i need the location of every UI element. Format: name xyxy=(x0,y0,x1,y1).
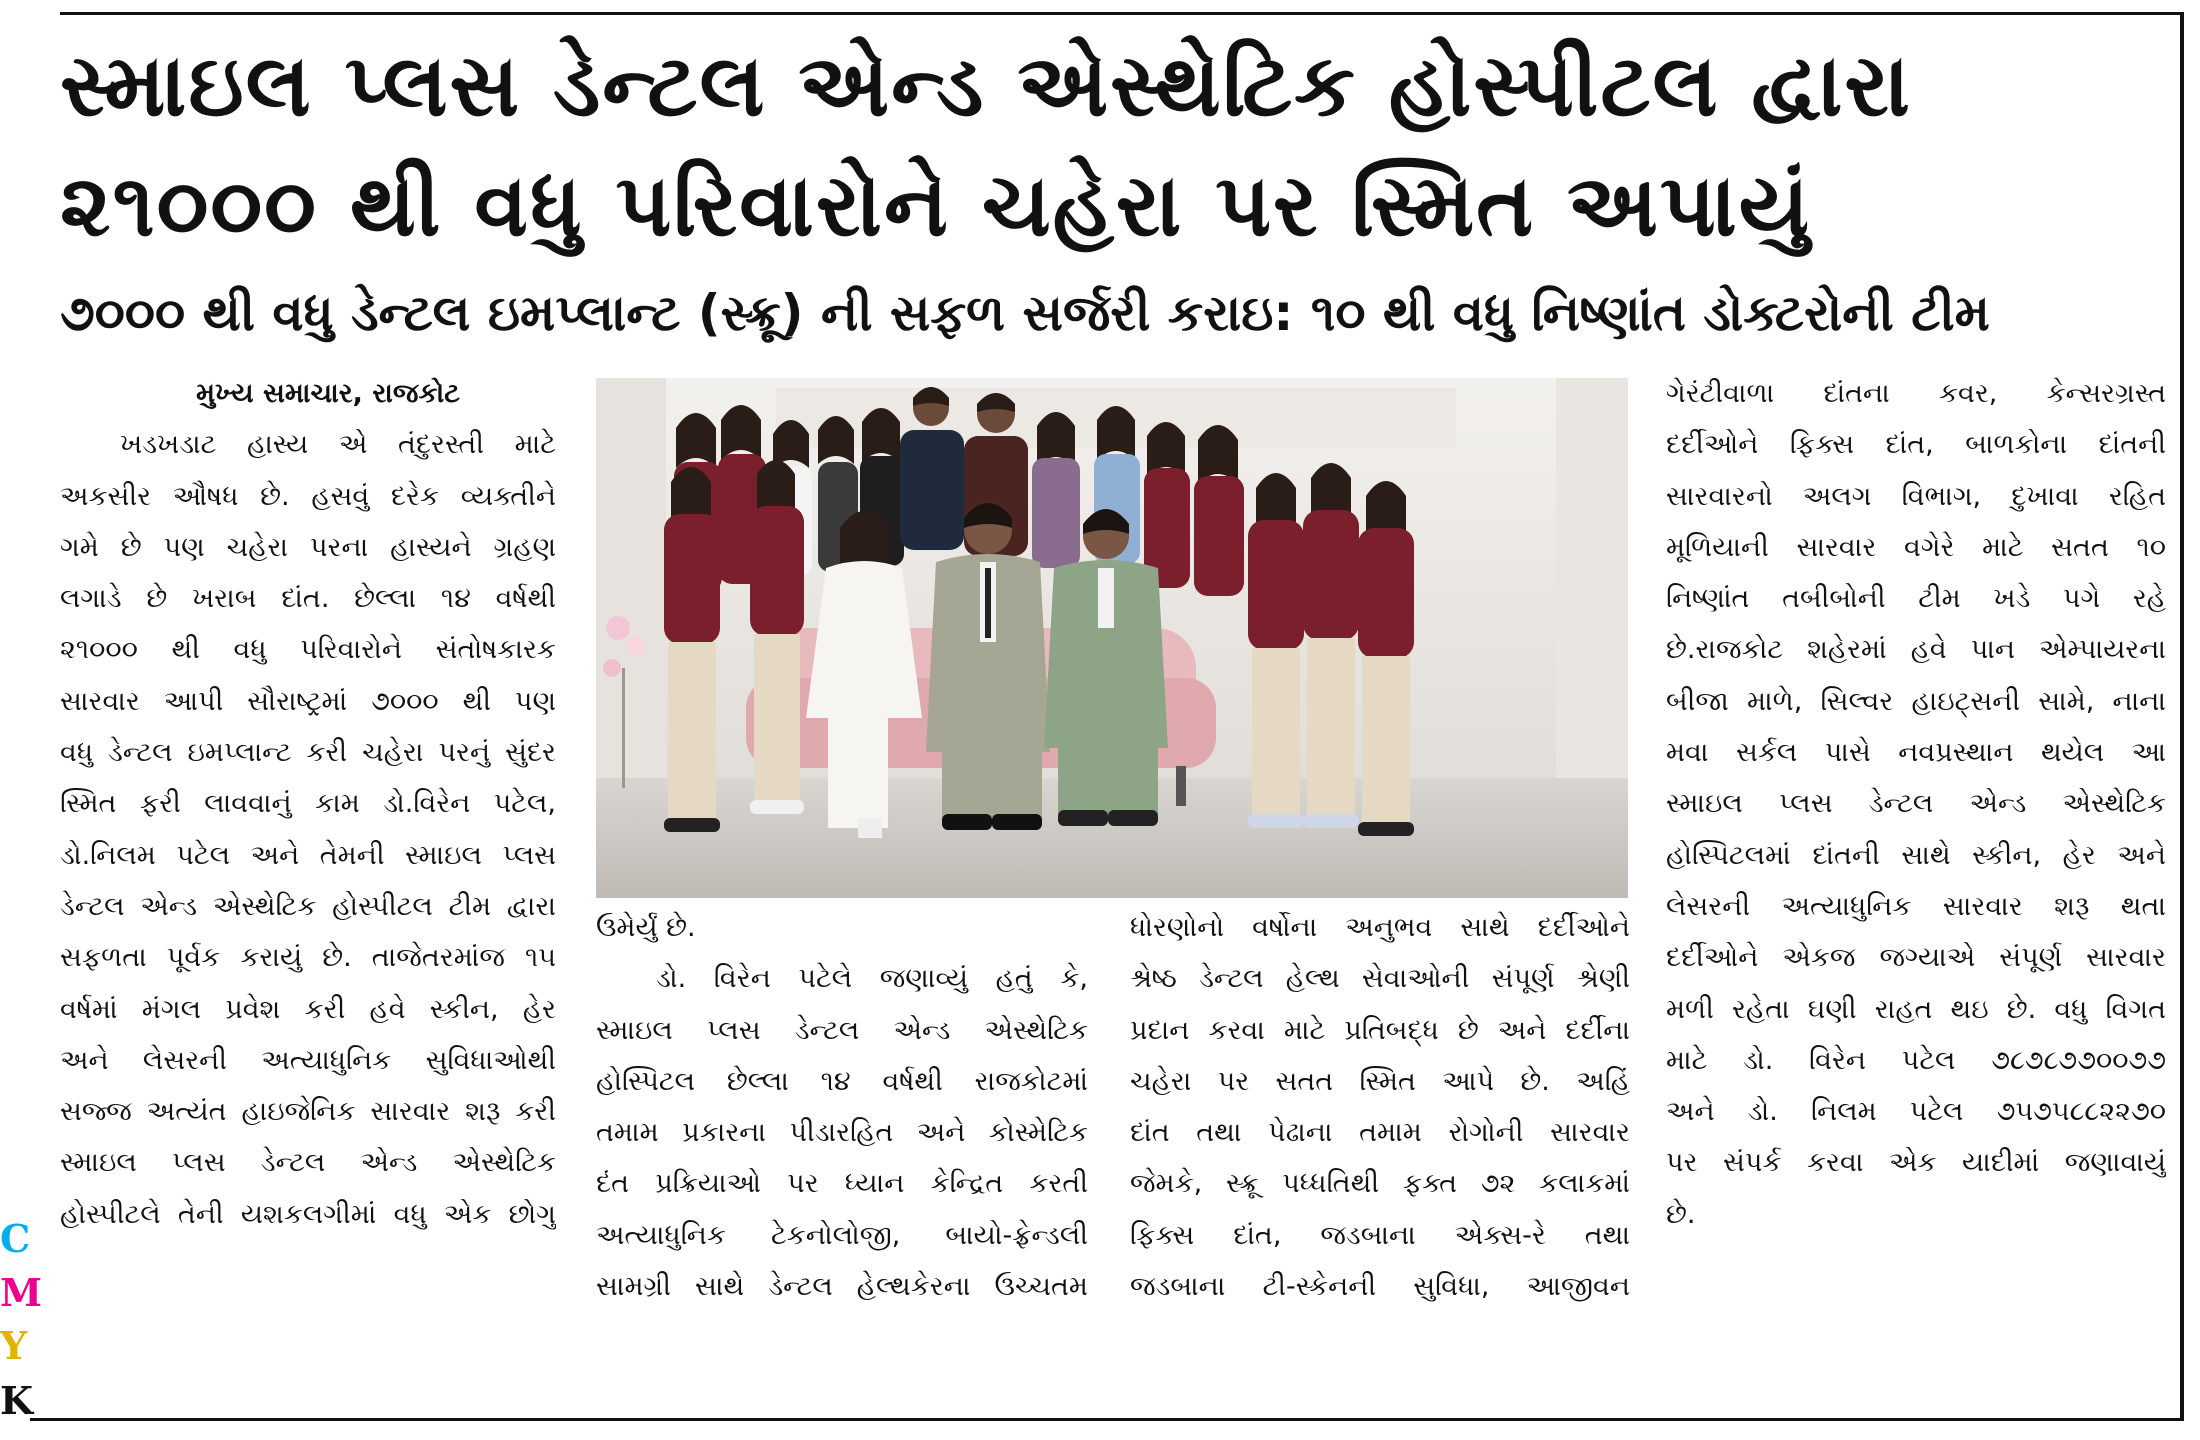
text-line: અત્યાધુનિક ટેકનોલોજી, બાયો-ફ્રેન્ડલી xyxy=(596,1219,1088,1251)
top-rule xyxy=(60,12,2180,15)
text-line: બીજા માળે, સિલ્વર હાઇટ્સની સામે, નાના xyxy=(1666,685,2166,717)
front-row xyxy=(806,503,1168,838)
text-line: હોસ્પીટલે તેની યશકલગીમાં વધુ એક છોગુ xyxy=(60,1198,556,1230)
text-line: સ્માઇલ પ્લસ ડેન્ટલ એન્ડ એસ્થેટિક xyxy=(596,1014,1088,1046)
text-line: શ્રેષ્ઠ ડેન્ટલ હેલ્થ સેવાઓની સંપૂર્ણ શ્રેણી xyxy=(1130,963,1630,995)
headline-line-1: સ્માઇલ પ્લસ ડેન્ટલ એન્ડ એસ્થેટિક હોસ્પીટલ દ્વારા xyxy=(60,36,1912,136)
headline-line-2: ૨૧૦૦૦ થી વધુ પરિવારોને ચહેરા પર સ્મિત અપાયું xyxy=(60,156,1812,256)
text-line: દર્દીઓને એકજ જગ્યાએ સંપૂર્ણ સારવાર xyxy=(1666,942,2166,974)
group-photo xyxy=(596,378,1628,898)
text-line: ફિક્સ દાંત, જડબાના એક્સ-રે તથા xyxy=(1130,1219,1630,1251)
subheadline: ૭૦૦૦ થી વધુ ડેન્ટલ ઇમપ્લાન્ટ (સ્ક્રૂ) ની સફળ સર્જરી કરાઇ: ૧૦ થી વધુ નિષ્ણાંત ડોક્ટરોની ટીમ xyxy=(60,284,1990,342)
text-line: સારવારનો અલગ વિભાગ, દુખાવા રહિત xyxy=(1666,480,2166,512)
text-line: ૨૧૦૦૦ થી વધુ પરિવારોને સંતોષકારક xyxy=(60,634,556,666)
text-line: અને ડો. નિલમ પટેલ ૭૫૭૫૮૮૨૨૭૦ xyxy=(1666,1096,2166,1128)
text-line: વર્ષમાં મંગલ પ્રવેશ કરી હવે સ્કીન, હેર xyxy=(60,993,556,1025)
article-column-3 xyxy=(1130,902,1630,1312)
registration-mark-m: M xyxy=(0,1270,43,1315)
text-line: ઉમેર્યું છે. xyxy=(596,912,696,943)
text-line: સામગ્રી સાથે ડેન્ટલ હેલ્થકેરના ઉચ્ચતમ xyxy=(596,1271,1088,1303)
text-line: હોસ્પિટલમાં દાંતની સાથે સ્કીન, હેર અને xyxy=(1666,839,2166,871)
text-line: અકસીર ઔષધ છે. હસવું દરેક વ્યક્તીને xyxy=(60,480,556,512)
text-line: હોસ્પિટલ છેલ્લા ૧૪ વર્ષથી રાજકોટમાં xyxy=(596,1065,1088,1097)
text-line: દંત પ્રક્રિયાઓ પર ધ્યાન કેન્દ્રિત કરતી xyxy=(596,1168,1088,1200)
text-line: ખડખડાટ હાસ્ય એ તંદુરસ્તી માટે xyxy=(120,429,556,461)
text-line: જડબાના ટી-સ્કેનની સુવિધા, આજીવન xyxy=(1130,1271,1630,1303)
text-line: પ્રદાન કરવા માટે પ્રતિબદ્ધ છે અને દર્દીના xyxy=(1130,1014,1630,1046)
text-line: સ્માઇલ પ્લસ ડેન્ટલ એન્ડ એસ્થેટિક xyxy=(60,1147,556,1179)
text-line: માટે ડો. વિરેન પટેલ ૭૮૭૮૭૭૦૦૭૭ xyxy=(1666,1044,2166,1076)
text-line: લેસરની અત્યાધુનિક સારવાર શરૂ થતા xyxy=(1666,890,2166,922)
text-line: મૂળિયાની સારવાર વગેરે માટે સતત ૧૦ xyxy=(1666,531,2166,563)
text-line: સ્મિત ફરી લાવવાનું કામ ડો.વિરેન પટેલ, xyxy=(60,788,556,820)
text-line: ગેરંટીવાળા દાંતના કવર, કેન્સરગ્રસ્ત xyxy=(1666,378,2166,409)
text-line: ડેન્ટલ એન્ડ એસ્થેટિક હોસ્પીટલ ટીમ દ્વારા xyxy=(60,890,556,922)
text-line: સજ્જ અત્યંત હાઇજેનિક સારવાર શરૂ કરી xyxy=(60,1096,556,1128)
text-line: તમામ પ્રકારના પીડારહિત અને કોસ્મેટિક xyxy=(596,1117,1088,1149)
text-line: જેમકે, સ્ક્રૂ પધ્ધતિથી ફક્ત ૭૨ કલાકમાં xyxy=(1130,1168,1630,1200)
article-column-2 xyxy=(596,902,1088,1312)
text-line: દાંત તથા પેઢાના તમામ રોગોની સારવાર xyxy=(1130,1117,1630,1149)
article-column-1 xyxy=(60,368,556,1240)
text-line: લગાડે છે ખરાબ દાંત. છેલ્લા ૧૪ વર્ષથી xyxy=(60,583,556,615)
text-line: સારવાર આપી સૌરાષ્ટ્રમાં ૭૦૦૦ થી પણ xyxy=(60,685,556,717)
text-line: પર સંપર્ક કરવા એક યાદીમાં જણાવાયું xyxy=(1666,1147,2166,1179)
registration-mark-k: K xyxy=(0,1378,34,1423)
registration-mark-c: C xyxy=(0,1216,31,1261)
text-line: મળી રહેતા ઘણી રાહત થઇ છે. વધુ વિગત xyxy=(1666,993,2166,1025)
article-column-4 xyxy=(1666,368,2166,1240)
text-line: સફળતા પૂર્વક કરાયું છે. તાજેતરમાંજ ૧૫ xyxy=(60,942,556,974)
text-line: સ્માઇલ પ્લસ ડેન્ટલ એન્ડ એસ્થેટિક xyxy=(1666,788,2166,820)
right-rule xyxy=(2180,12,2184,1420)
text-line: મવા સર્કલ પાસે નવપ્રસ્થાન થયેલ આ xyxy=(1666,737,2166,769)
bottom-rule xyxy=(30,1418,2184,1421)
byline: મુખ્ય સમાચાર, રાજકોટ xyxy=(196,378,460,409)
registration-mark-y: Y xyxy=(0,1323,28,1368)
group-photo-illustration xyxy=(596,378,1628,898)
text-line: નિષ્ણાંત તબીબોની ટીમ ખડે પગે રહે xyxy=(1666,583,2166,615)
text-line: દર્દીઓને ફિક્સ દાંત, બાળકોના દાંતની xyxy=(1666,429,2166,461)
text-line: અને લેસરની અત્યાધુનિક સુવિધાઓથી xyxy=(60,1044,556,1076)
text-line: છે.રાજકોટ શહેરમાં હવે પાન એમ્પાયરના xyxy=(1666,634,2166,666)
text-line: વધુ ડેન્ટલ ઇમપ્લાન્ટ કરી ચહેરા પરનું સુંદર xyxy=(60,737,556,769)
text-line: ડો. વિરેન પટેલે જણાવ્યું હતું કે, xyxy=(656,963,1088,995)
text-line: ગમે છે પણ ચહેરા પરના હાસ્યને ગ્રહણ xyxy=(60,531,556,563)
text-line: ચહેરા પર સતત સ્મિત આપે છે. અહિં xyxy=(1130,1065,1630,1097)
text-line: ધોરણોનો વર્ષોના અનુભવ સાથે દર્દીઓને xyxy=(1130,912,1630,943)
text-line: ડો.નિલમ પટેલ અને તેમની સ્માઇલ પ્લસ xyxy=(60,839,556,871)
text-line: છે. xyxy=(1666,1198,1696,1230)
